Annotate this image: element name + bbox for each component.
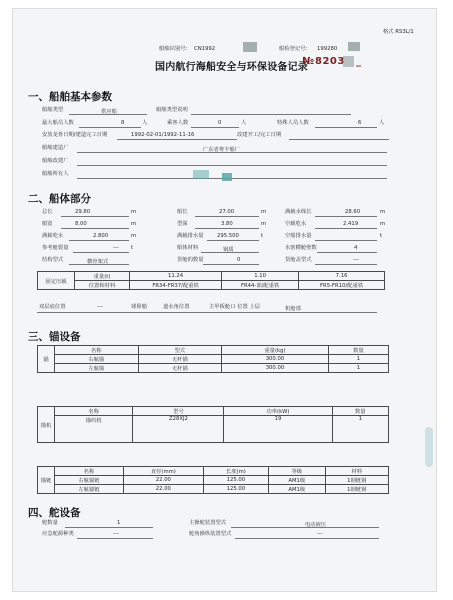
ship-type-label: 船舶类型 (42, 107, 64, 113)
underline (73, 252, 129, 253)
light-draft-value: 2.419 (343, 221, 359, 227)
underline (77, 165, 387, 166)
underline (191, 127, 239, 128)
ballast-weight-3: 7.16 (299, 272, 385, 281)
refitter-label: 船舶改建厂 (42, 158, 69, 164)
chain-cell: 右舷锚链 (55, 476, 124, 485)
crew-label: 最大船员人数 (42, 120, 74, 126)
bow-label: 球鼻艏 (131, 304, 147, 310)
control-value: --- (317, 531, 323, 537)
windlass-cell: 19 (224, 416, 332, 443)
chain-cell: 22.00 (123, 476, 203, 485)
crew-unit: 人 (142, 120, 148, 126)
light-disp-label: 空船排水量 (285, 233, 312, 239)
anchor-cell: 无杆锚 (138, 364, 222, 373)
anchor-cell: 1 (328, 355, 388, 364)
underline (195, 228, 259, 229)
stamp-fragment (222, 173, 232, 181)
redaction-mark (243, 42, 257, 52)
breadth-unit: m (131, 221, 137, 227)
full-draft-label: 满载吃水 (42, 233, 64, 239)
ballast-position-3: FR5-FR10/配重铁 (299, 281, 385, 290)
crew-value: 8 (121, 120, 125, 126)
underline (69, 240, 129, 241)
table-row (38, 485, 389, 494)
underline (61, 228, 129, 229)
seal-fragment (425, 427, 433, 467)
keel-label: 安放龙骨日期/建造完工日期 (42, 132, 108, 138)
breadth-label: 船宽 (42, 221, 53, 227)
windlass-cell: Z28XJ2 (133, 416, 224, 443)
underline (117, 139, 237, 140)
chain-cell: 1钢链钢 (325, 485, 388, 494)
anchor-row-label: 锚 (38, 346, 55, 373)
anchor-cell: 300.00 (222, 364, 329, 373)
windlass-header-model: 型号 (133, 407, 224, 416)
underline (203, 264, 259, 265)
chain-cell: 125.00 (203, 476, 268, 485)
passenger-value: 0 (218, 120, 222, 126)
anchor-table (37, 345, 389, 373)
underline (79, 127, 141, 128)
control-label: 舵角操纵装置型式 (189, 531, 232, 537)
emergency-label: 应急舵源种类 (42, 531, 74, 537)
windlass-table (37, 406, 389, 443)
lwl-label: 满载水线长 (285, 209, 312, 215)
passenger-unit: 人 (241, 120, 247, 126)
underline (37, 312, 377, 313)
keel-value: 1992-02-01/1992-11-16 (131, 132, 195, 138)
windlass-cell: 1 (332, 416, 388, 443)
chain-cell: 1钢链钢 (325, 476, 388, 485)
section3-heading: 三、锚设备 (28, 331, 81, 343)
ballast-position-1: FR34-FR37/配重铁 (130, 281, 222, 290)
cabin-label: 主甲板舱口 位置 上层 (209, 304, 261, 310)
bulkhead-label: 水密横舱壁数 (285, 245, 317, 251)
full-disp-unit: t (261, 233, 264, 239)
form-number: 格式 RS3L/1 (383, 29, 414, 35)
rudder-count-label: 舵数量 (42, 520, 58, 526)
ref-len-unit: t (131, 245, 134, 251)
steering-label: 主操舵装置型式 (189, 520, 227, 526)
underline (315, 228, 377, 229)
underline (317, 252, 377, 253)
depth-value: 3.80 (221, 221, 233, 227)
chain-table (37, 466, 389, 494)
full-disp-label: 满载排水量 (177, 233, 204, 239)
fixed-ballast-table (37, 271, 385, 290)
anchor-header-qty: 数量 (328, 346, 388, 355)
table-row (38, 416, 389, 443)
serial-prefix: № (302, 56, 315, 67)
loa-label: 总长 (42, 209, 53, 215)
chain-header-grade: 等级 (268, 467, 325, 476)
owner-label: 船舶所有人 (42, 171, 69, 177)
underline (77, 538, 153, 539)
redaction-mark (348, 42, 360, 51)
steering-value: 电动液压 (305, 522, 327, 528)
chain-cell: 125.00 (203, 485, 268, 494)
table-row (38, 364, 389, 373)
chain-header-length: 长度(m) (203, 467, 268, 476)
reg-no-label: 船检登记号： (279, 46, 311, 52)
refit-label: 改建开工/完工日期 (237, 132, 282, 138)
builder-value: 广东省粤丰船厂 (203, 147, 241, 153)
anchor-header-type: 型式 (138, 346, 222, 355)
double-bottom-label: 双层底位置 (39, 304, 66, 310)
anchor-cell: 左舷锚 (55, 364, 139, 373)
anchor-cell: 1 (328, 364, 388, 373)
lbp-unit: m (261, 209, 267, 215)
rudder-count-value: 1 (117, 520, 121, 526)
stamp-fragment (193, 170, 209, 179)
windlass-header-qty: 数量 (332, 407, 388, 416)
lbp-label: 船长 (177, 209, 188, 215)
section1-heading: 一、船舶基本参数 (28, 91, 112, 103)
underline (77, 178, 387, 179)
lbp-value: 27.00 (219, 209, 235, 215)
light-draft-label: 空载吃水 (285, 221, 307, 227)
anchor-cell: 无杆锚 (138, 355, 222, 364)
depth-label: 型深 (177, 221, 188, 227)
underline (207, 240, 259, 241)
ref-len-value: --- (113, 245, 119, 251)
bow-note: 道水角位置 (163, 304, 190, 310)
special-value: 6 (358, 120, 362, 126)
chain-header-material: 材料 (325, 467, 388, 476)
cargo-holds-value: 0 (237, 257, 241, 263)
underline (315, 264, 377, 265)
reg-no-value: 199280 (317, 46, 338, 52)
anchor-header-weight: 重量(kg) (222, 346, 329, 355)
special-unit: 人 (379, 120, 385, 126)
ballast-weight-1: 11.24 (130, 272, 222, 281)
underline (289, 139, 389, 140)
document-title: 国内航行海船安全与环保设备记录 (155, 62, 308, 73)
ballast-weight-label: 重量(t) (75, 272, 130, 281)
table-row (38, 355, 389, 364)
passenger-label: 乘客人数 (167, 120, 189, 126)
windlass-header-name: 名称 (55, 407, 133, 416)
serial-number: 8203 (315, 56, 345, 67)
builder-label: 船舶建造厂 (42, 145, 69, 151)
light-disp-unit: t (380, 233, 383, 239)
underline (195, 216, 259, 217)
section4-heading: 四、舵设备 (28, 507, 81, 519)
loa-unit: m (131, 209, 137, 215)
ship-type-desc-label: 船舶类型说明 (156, 107, 188, 113)
chain-row-label: 锚链 (38, 467, 55, 494)
underline (61, 216, 129, 217)
anchor-header-name: 名称 (55, 346, 139, 355)
full-draft-unit: m (131, 233, 137, 239)
section2-heading: 二、船体部分 (28, 193, 91, 205)
ref-len-label: 参考舱裂量 (42, 245, 69, 251)
ballast-position-2: FR44-部/配重铁 (222, 281, 299, 290)
underline (315, 216, 377, 217)
redaction-mark (343, 56, 354, 67)
underline (315, 240, 377, 241)
hull-mat-label: 船体材料 (177, 245, 199, 251)
chain-header-name: 名称 (55, 467, 124, 476)
ship-type-value: 供应船 (101, 109, 117, 115)
cargo-holds-label: 货舱的数量 (177, 257, 204, 263)
ballast-row-label: 固定压载 (38, 272, 75, 290)
cargo-hatch-value: --- (353, 257, 359, 263)
bulkhead-value: 4 (354, 245, 358, 251)
underline (235, 538, 379, 539)
windlass-header-power: 功率(kW) (224, 407, 332, 416)
special-label: 特殊人员人数 (277, 120, 309, 126)
hull-mat-value: 钢质 (223, 247, 234, 253)
underline (315, 127, 377, 128)
chain-cell: 左舷锚链 (55, 485, 124, 494)
depth-unit: m (261, 221, 267, 227)
cargo-hatch-label: 货舱盖型式 (285, 257, 312, 263)
lwl-value: 28.60 (345, 209, 361, 215)
id-no-label: 船舶识别号： (159, 46, 191, 52)
breadth-value: 8.00 (75, 221, 87, 227)
chain-cell: AM1级 (268, 476, 325, 485)
windlass-row-label: 锚机 (38, 407, 55, 443)
chain-header-diameter: 直径(mm) (123, 467, 203, 476)
lwl-unit: m (380, 209, 386, 215)
ballast-weight-2: 1.10 (222, 272, 299, 281)
anchor-cell: 右舷锚 (55, 355, 139, 364)
full-draft-value: 2.800 (93, 233, 109, 239)
certificate-page (12, 8, 437, 592)
cabin-value: 机舱部 (285, 306, 301, 312)
underline (65, 527, 153, 528)
light-draft-unit: m (380, 221, 386, 227)
table-row (38, 476, 389, 485)
windlass-cell: 锚绞机 (55, 416, 133, 443)
ballast-position-label: 位置和材料 (75, 281, 130, 290)
serial-suffix: _ (356, 56, 362, 67)
double-bottom-value: --- (97, 304, 103, 310)
structure-label: 结构型式 (42, 257, 64, 263)
chain-cell: AM1级 (268, 485, 325, 494)
full-disp-value: 295.500 (217, 233, 239, 239)
emergency-value: --- (113, 531, 119, 537)
loa-value: 29.80 (75, 209, 91, 215)
structure-value: 横骨架式 (87, 259, 109, 265)
id-no-value: CN1992 (194, 46, 216, 52)
underline (191, 114, 351, 115)
chain-cell: 22.00 (123, 485, 203, 494)
anchor-cell: 300.00 (222, 355, 329, 364)
